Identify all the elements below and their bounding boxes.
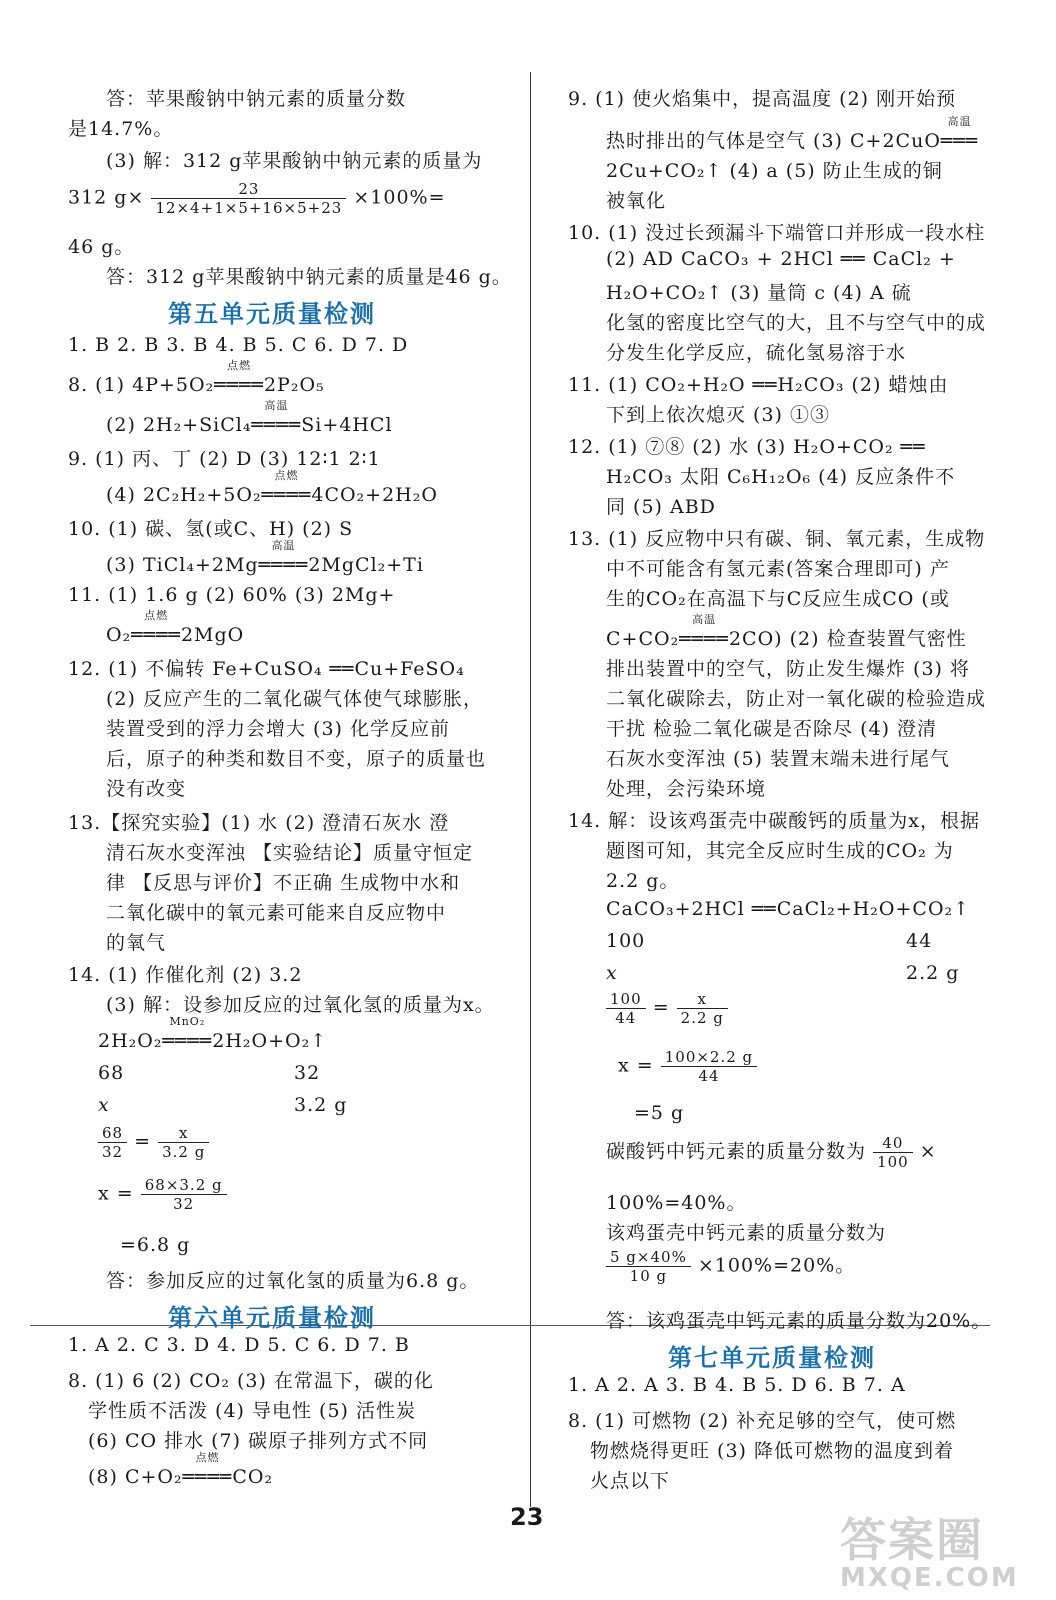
answer-line: 8. (1) 6 (2) CO₂ (3) 在常温下，碳的化 [68, 1370, 434, 1392]
text-line: 32 [294, 1062, 321, 1084]
text-line: (3) 解：312 g苹果酸钠中钠元素的质量为 [106, 150, 483, 172]
numerator: x [158, 1124, 209, 1143]
equation-part: 2H₂O+O₂↑ [212, 1030, 328, 1052]
equals-sign: = [134, 1130, 152, 1153]
text-line: x [606, 962, 618, 984]
reaction-condition: 点燃 [195, 1451, 220, 1464]
reaction-arrow: 高温 ════ [251, 399, 302, 436]
equation-line [88, 1451, 274, 1488]
answer-line: 8. (1) 可燃物 (2) 补充足够的空气，使可燃 [568, 1410, 957, 1432]
equation-part: 热时排出的气体是空气 (3) C+2CuO [606, 130, 941, 152]
formula-part: 312 g× [68, 186, 145, 209]
equation-part: 2CO) (2) 检查装置气密性 [728, 628, 967, 650]
equation-part: 4CO₂+2H₂O [311, 484, 438, 506]
text-line: 3.2 g [294, 1094, 348, 1116]
equation-line [98, 1015, 328, 1052]
equation-part: (2) 2H₂+SiCl₄ [106, 414, 252, 436]
equation-part: (4) 2C₂H₂+5O₂ [106, 484, 262, 506]
answer-line: 1. A 2. C 3. D 4. D 5. C 6. D 7. B [68, 1334, 410, 1356]
formula-part: x = [98, 1182, 134, 1205]
section-title: 第六单元质量检测 [168, 1304, 376, 1332]
reaction-condition: 高温 [264, 399, 289, 412]
text-line: 46 g。 [68, 236, 135, 258]
answer-line: H₂CO₃ 太阳 C₆H₁₂O₆ (4) 反应条件不 [606, 466, 956, 488]
equation-part: 2H₂O₂ [98, 1030, 163, 1052]
denominator: 12×4+1×5+16×5+23 [155, 199, 343, 217]
equation-part: (8) C+O₂ [88, 1466, 183, 1488]
denominator: 10 g [629, 1267, 668, 1285]
equation-part: 2MgCl₂+Ti [308, 554, 424, 576]
formula-line [98, 1124, 209, 1161]
answer-line: 排出装置中的空气，防止发生爆炸 (3) 将 [606, 658, 970, 680]
answer-line: 的氧气 [106, 932, 167, 954]
reaction-arrow: 高温 ═══ [940, 115, 979, 152]
answer-line: (3) 解：设参加反应的过氧化氢的质量为x。 [106, 994, 495, 1016]
text-line: 答：苹果酸钠中钠元素的质量分数 [106, 88, 407, 110]
answer-line: 化氢的密度比空气的大，且不与空气中的成 [606, 312, 987, 334]
answer-line: 下到上依次熄灭 (3) ①③ [606, 404, 830, 426]
answer-line: 处理，会污染环境 [606, 778, 767, 800]
reaction-arrow: 点燃 ════ [261, 469, 312, 506]
fraction [141, 1176, 227, 1213]
reaction-condition: 点燃 [144, 609, 169, 622]
column-divider [530, 72, 531, 1507]
fraction [606, 990, 646, 1027]
text-line: 2.2 g [906, 962, 960, 984]
equation-line [106, 539, 424, 576]
denominator: 44 [615, 1009, 637, 1027]
numerator: 40 [873, 1134, 913, 1153]
text-line: =5 g [634, 1102, 685, 1124]
equation-part: (3) TiCl₄+2Mg [106, 554, 259, 576]
watermark-text: MXQE.COM [840, 1563, 1019, 1593]
answer-line: H₂O+CO₂↑ (3) 量筒 c (4) A 硫 [606, 282, 912, 304]
formula-part: ×100%= [353, 186, 446, 209]
reaction-arrow: MnO₂ ════ [162, 1015, 213, 1052]
answer-line: 答：该鸡蛋壳中钙元素的质量分数为20%。 [606, 1310, 992, 1332]
reaction-condition: 高温 [271, 539, 296, 552]
equation-part: 2MgO [180, 624, 245, 646]
text-line: 68 [98, 1062, 125, 1084]
denominator: 44 [698, 1067, 720, 1085]
section-title: 第七单元质量检测 [668, 1344, 876, 1372]
denominator: 100 [877, 1153, 909, 1171]
equation-line [68, 359, 325, 396]
answer-line: 2Cu+CO₂↑ (4) a (5) 防止生成的铜 [606, 160, 943, 182]
answer-line: 律 【反思与评价】不正确 生成物中水和 [106, 872, 461, 894]
numerator: 5 g×40% [606, 1248, 691, 1267]
numerator: 100 [606, 990, 646, 1009]
equation-line: CaCO₃+2HCl ══CaCl₂+H₂O+CO₂↑ [606, 898, 971, 920]
equation-part: C+CO₂ [606, 628, 680, 650]
answer-line: 二氧化碳中的氧元素可能来自反应物中 [106, 902, 447, 924]
equation-line [106, 609, 245, 646]
answer-line: (6) CO 排水 (7) 碳原子排列方式不同 [88, 1430, 429, 1452]
formula-line [98, 1176, 227, 1213]
answer-line: 二氧化碳除去，防止对一氧化碳的检验造成 [606, 688, 987, 710]
formula-part: ×100%=20%。 [697, 1254, 856, 1277]
equation-part: Si+4HCl [301, 414, 393, 436]
text-line: 100%=40%。 [606, 1192, 747, 1214]
answer-line: 12. (1) ⑦⑧ (2) 水 (3) H₂O+CO₂ ══ [568, 436, 926, 458]
equation-line [106, 399, 393, 436]
equation-part: O₂ [106, 624, 132, 646]
text-line: x [98, 1094, 110, 1116]
fraction [661, 1048, 757, 1085]
answer-line: 没有改变 [106, 778, 187, 800]
reaction-arrow: 点燃 ════ [131, 609, 181, 646]
text-line: =6.8 g [120, 1234, 191, 1256]
equation-line [606, 613, 967, 651]
reaction-arrow: 高温 ════ [679, 613, 729, 650]
answer-line: (2) AD CaCO₃ + 2HCl ══ CaCl₂ + [606, 248, 956, 270]
watermark-logo [840, 1515, 1040, 1595]
equation-part: 2P₂O₅ [263, 374, 325, 396]
answer-line: 14. (1) 作催化剂 (2) 3.2 [68, 964, 303, 986]
reaction-condition: 高温 [947, 115, 972, 128]
text-line: 44 [906, 930, 933, 952]
formula-line [606, 990, 728, 1027]
equation-line [106, 469, 438, 506]
numerator: 68 [98, 1124, 127, 1143]
fraction [606, 1248, 691, 1285]
text-line: 答：312 g苹果酸钠中钠元素的质量是46 g。 [106, 266, 512, 288]
answer-line: 火点以下 [590, 1470, 671, 1492]
fraction [677, 990, 728, 1027]
formula-line [606, 1248, 855, 1285]
answer-line: 1. B 2. B 3. B 4. B 5. C 6. D 7. D [68, 334, 409, 356]
answer-line: 石灰水变浑浊 (5) 装置末端未进行尾气 [606, 748, 950, 770]
text-line: 该鸡蛋壳中钙元素的质量分数为 [606, 1222, 887, 1244]
answer-line: 2.2 g。 [606, 870, 680, 892]
reaction-arrow: 点燃 ════ [214, 359, 264, 396]
answer-line: 10. (1) 没过长颈漏斗下端管口并形成一段水柱 [568, 222, 986, 244]
watermark-text: 答案圈 [840, 1513, 984, 1567]
answer-line: 生的CO₂在高温下与C反应生成CO (或 [606, 588, 950, 610]
text-line: 是14.7%。 [68, 118, 174, 140]
formula-part: 碳酸钙中钙元素的质量分数为 [606, 1140, 867, 1163]
fraction [873, 1134, 913, 1171]
reaction-condition: 高温 [692, 613, 717, 626]
answer-line: 1. A 2. A 3. B 4. B 5. D 6. B 7. A [568, 1374, 906, 1396]
reaction-arrow: 高温 ════ [258, 539, 309, 576]
answer-line: 同 (5) ABD [606, 496, 716, 518]
formula-part: x = [618, 1054, 654, 1077]
reaction-condition: 点燃 [274, 469, 299, 482]
answer-line: 学性质不活泼 (4) 导电性 (5) 活性炭 [88, 1400, 416, 1422]
denominator: 32 [102, 1143, 124, 1161]
page-number: 23 [510, 1503, 544, 1531]
answer-line: 11. (1) CO₂+H₂O ══H₂CO₃ (2) 蜡烛由 [568, 374, 949, 396]
answer-line: 13.【探究实验】(1) 水 (2) 澄清石灰水 澄 [68, 812, 450, 834]
answer-line: 9. (1) 丙、丁 (2) D (3) 12∶1 2∶1 [68, 448, 381, 470]
reaction-condition: 点燃 [227, 359, 252, 372]
numerator: 68×3.2 g [141, 1176, 227, 1195]
answer-line: 物燃烧得更旺 (3) 降低可燃物的温度到着 [590, 1440, 954, 1462]
answer-line: 后，原子的种类和数目不变，原子的质量也 [106, 748, 487, 770]
denominator: 32 [173, 1195, 195, 1213]
reaction-arrow: 点燃 ════ [182, 1451, 233, 1488]
formula-line [606, 1134, 937, 1171]
answer-line: 答：参加反应的过氧化氢的质量为6.8 g。 [106, 1270, 480, 1292]
formula-line [68, 180, 446, 217]
equals-sign: = [652, 996, 670, 1019]
answer-line: 中不可能含有氢元素(答案合理即可) 产 [606, 558, 950, 580]
equation-part: CO₂ [232, 1466, 274, 1488]
answer-line: 干扰 检验二氧化碳是否除尽 (4) 澄清 [606, 718, 938, 740]
answer-line: 题图可知，其完全反应时生成的CO₂ 为 [606, 840, 954, 862]
text-line: 100 [606, 930, 646, 952]
equation-line [606, 115, 979, 153]
equation-part: 8. (1) 4P+5O₂ [68, 374, 215, 396]
answer-line: 清石灰水变浑浊 【实验结论】质量守恒定 [106, 842, 474, 864]
fraction [151, 180, 346, 217]
answer-line: 12. (1) 不偏转 Fe+CuSO₄ ══Cu+FeSO₄ [68, 658, 465, 680]
denominator: 2.2 g [680, 1009, 724, 1027]
reaction-condition: MnO₂ [169, 1015, 206, 1028]
answer-line: 10. (1) 碳、氢(或C、H) (2) S [68, 518, 354, 540]
answer-line: 11. (1) 1.6 g (2) 60% (3) 2Mg+ [68, 584, 396, 606]
formula-line [618, 1048, 757, 1085]
fraction [98, 1124, 127, 1161]
answer-line: (2) 反应产生的二氧化碳气体使气球膨胀， [106, 688, 483, 710]
answer-line: 14. 解：设该鸡蛋壳中碳酸钙的质量为x，根据 [568, 810, 980, 832]
numerator: x [677, 990, 728, 1009]
answer-line: 9. (1) 使火焰集中，提高温度 (2) 刚开始预 [568, 88, 957, 110]
answer-line: 分发生化学反应，硫化氢易溶于水 [606, 342, 907, 364]
section-title: 第五单元质量检测 [168, 300, 376, 328]
answer-line: 13. (1) 反应物中只有碳、铜、氧元素，生成物 [568, 528, 986, 550]
numerator: 23 [151, 180, 346, 199]
answer-line: 装置受到的浮力会增大 (3) 化学反应前 [106, 718, 450, 740]
numerator: 100×2.2 g [661, 1048, 757, 1067]
fraction [158, 1124, 209, 1161]
denominator: 3.2 g [162, 1143, 206, 1161]
answer-line: 被氧化 [606, 190, 667, 212]
formula-part: × [919, 1140, 937, 1163]
